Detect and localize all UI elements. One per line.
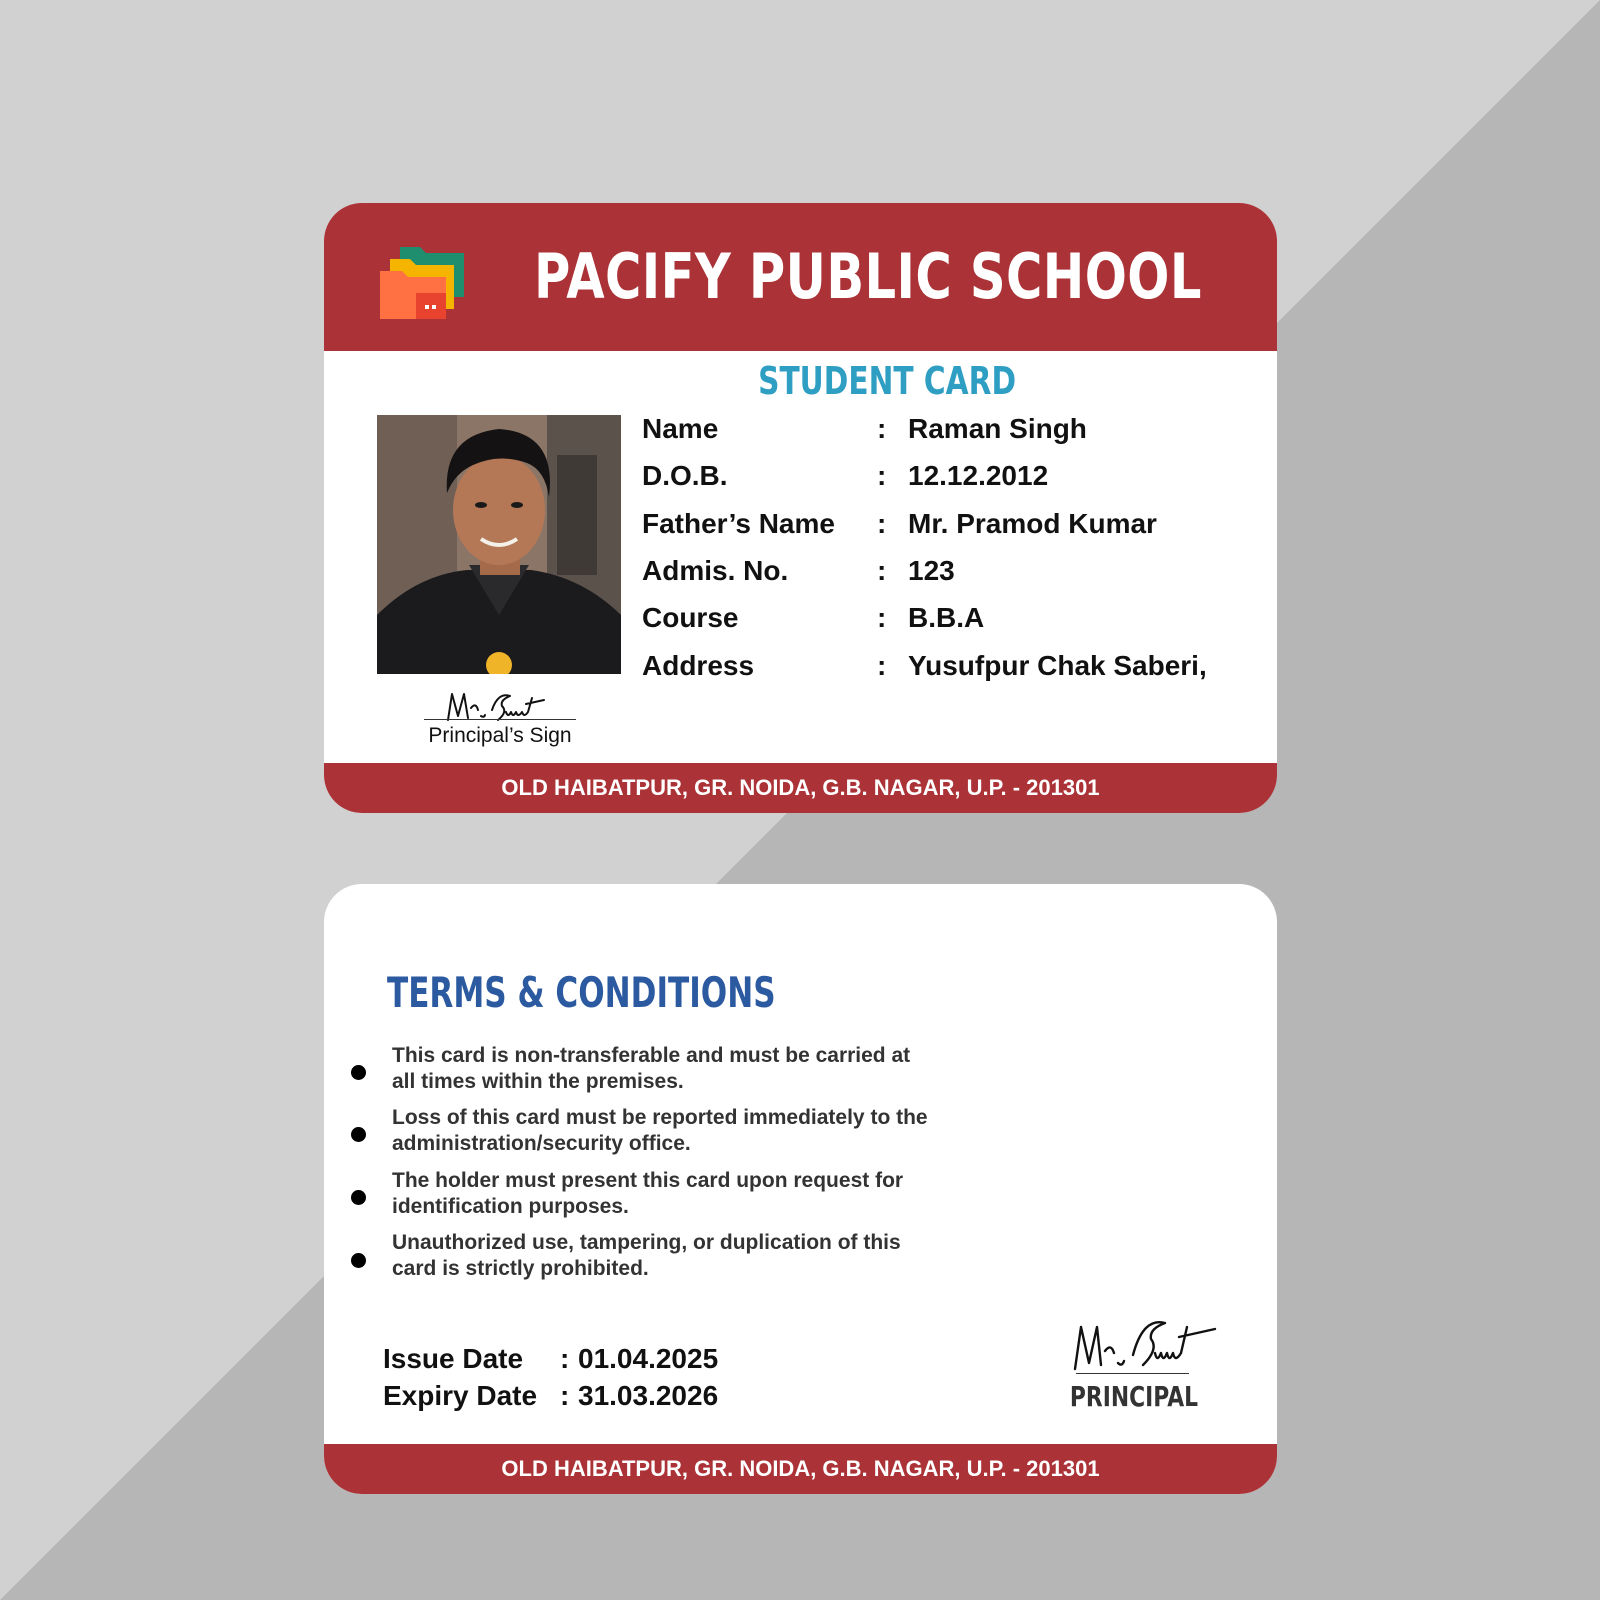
expiry-date-label: Expiry Date (383, 1380, 538, 1411)
father-name-label: Father’s Name (642, 508, 835, 539)
admission-number-label: Admis. No. (642, 555, 789, 586)
principal-label: PRINCIPAL (1069, 1380, 1199, 1413)
bullet-icon (351, 1127, 366, 1142)
course-colon: : (877, 602, 887, 633)
card-title: STUDENT CARD (758, 359, 1017, 403)
signature-line (424, 719, 576, 720)
father-name-colon: : (877, 508, 887, 539)
address-label: Address (642, 650, 755, 681)
term-line: card is strictly prohibited. (392, 1257, 649, 1280)
bullet-icon (351, 1065, 366, 1080)
bullet-icon (351, 1190, 366, 1205)
term-line: Loss of this card must be reported immediately to the (392, 1106, 928, 1129)
name-value: Raman Singh (908, 413, 1087, 444)
term-item (392, 1105, 992, 1157)
term-line: Unauthorized use, tampering, or duplication of this (392, 1231, 901, 1254)
footer-address: OLD HAIBATPUR, GR. NOIDA, G.B. NAGAR, U.P. - 201301 (324, 763, 1277, 813)
address-value: Yusufpur Chak Saberi, (908, 650, 1207, 681)
term-item (392, 1043, 992, 1095)
course-value: B.B.A (908, 602, 985, 633)
stacked-folders-icon (378, 241, 470, 321)
admission-number-value: 123 (908, 555, 955, 586)
address-colon: : (877, 650, 887, 681)
term-item (392, 1230, 992, 1282)
term-item (392, 1168, 992, 1220)
principal-signature (1069, 1307, 1219, 1377)
principal-sign-label: Principal’s Sign (428, 724, 572, 747)
name-colon: : (877, 413, 887, 444)
term-line: The holder must present this card upon request for (392, 1169, 904, 1192)
student-photo (377, 415, 621, 674)
student-card-back (324, 884, 1277, 1494)
school-name: PACIFY PUBLIC SCHOOL (534, 240, 1202, 313)
name-label: Name (642, 413, 719, 444)
dob-colon: : (877, 460, 887, 491)
expiry-date-value: 31.03.2026 (578, 1380, 719, 1411)
issue-date-value: 01.04.2025 (578, 1343, 719, 1374)
footer-address: OLD HAIBATPUR, GR. NOIDA, G.B. NAGAR, U.P. - 201301 (324, 1444, 1277, 1494)
dob-label: D.O.B. (642, 460, 728, 491)
admission-number-colon: : (877, 555, 887, 586)
term-line: all times within the premises. (392, 1070, 684, 1093)
issue-date-colon: : (560, 1343, 570, 1374)
bullet-icon (351, 1253, 366, 1268)
term-line: identification purposes. (392, 1195, 629, 1218)
dob-value: 12.12.2012 (908, 460, 1049, 491)
expiry-date-colon: : (560, 1380, 570, 1411)
terms-title: TERMS & CONDITIONS (387, 968, 776, 1017)
father-name-value: Mr. Pramod Kumar (908, 508, 1157, 539)
term-line: administration/security office. (392, 1132, 691, 1155)
signature-line (1076, 1373, 1189, 1374)
issue-date-label: Issue Date (383, 1343, 524, 1374)
card-header (324, 203, 1277, 351)
course-label: Course (642, 602, 739, 633)
principal-signature (444, 686, 549, 726)
term-line: This card is non-transferable and must be carried at (392, 1044, 911, 1067)
student-card-front (324, 203, 1277, 813)
